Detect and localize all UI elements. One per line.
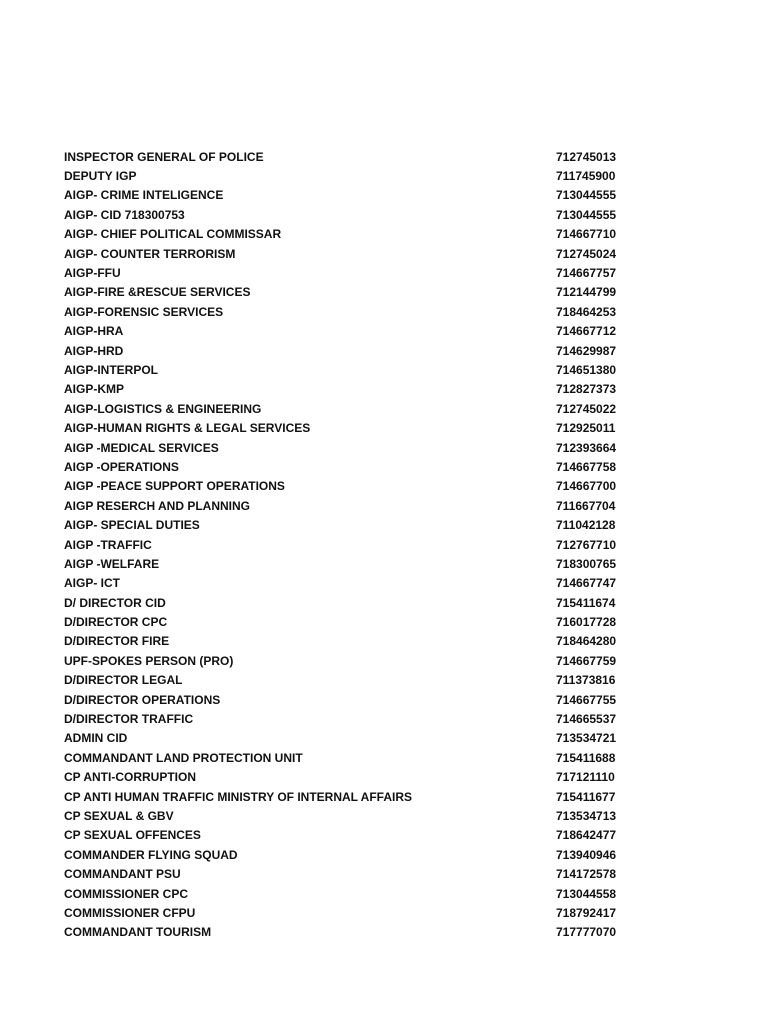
contact-title: AIGP-FIRE &RESCUE SERVICES: [64, 285, 251, 300]
table-row: [64, 671, 624, 690]
contact-phone: 714651380: [556, 362, 617, 377]
table-row: [64, 864, 624, 883]
contact-phone: 714667758: [556, 459, 617, 474]
contact-phone: 712925011: [556, 421, 616, 436]
contact-title: D/DIRECTOR TRAFFIC: [64, 712, 194, 727]
contact-phone: 717121110: [556, 770, 615, 785]
table-row: [64, 283, 624, 302]
contact-title: AIGP-FFU: [64, 266, 121, 281]
contact-title: AIGP-INTERPOL: [64, 362, 159, 377]
contact-title: COMMANDANT LAND PROTECTION UNIT: [64, 750, 303, 765]
table-row: [64, 263, 624, 282]
table-row: [64, 205, 624, 224]
table-row: [64, 477, 624, 496]
table-row: [64, 690, 624, 709]
contact-phone: 713044558: [556, 886, 617, 901]
table-row: [64, 360, 624, 379]
contact-phone: 715411688: [556, 750, 616, 765]
table-row: [64, 651, 624, 670]
contact-phone: 714665537: [556, 712, 617, 727]
contact-phone: 714629987: [556, 343, 617, 358]
contact-title: D/ DIRECTOR CID: [64, 595, 166, 610]
contact-phone: 718792417: [556, 905, 617, 920]
contact-title: AIGP-KMP: [64, 382, 124, 397]
table-row: [64, 225, 624, 244]
table-row: [64, 632, 624, 651]
contact-phone: 717777070: [556, 925, 617, 940]
contact-title: INSPECTOR GENERAL OF POLICE: [64, 149, 264, 164]
contact-phone: 712827373: [556, 382, 617, 397]
table-row: [64, 147, 624, 166]
table-row: [64, 399, 624, 418]
contact-title: AIGP -PEACE SUPPORT OPERATIONS: [64, 479, 285, 494]
table-row: [64, 787, 624, 806]
table-row: [64, 322, 624, 341]
table-row: [64, 709, 624, 728]
contact-title: AIGP RESERCH AND PLANNING: [64, 498, 251, 513]
contact-title: COMMANDER FLYING SQUAD: [64, 847, 238, 862]
contact-title: AIGP-HRD: [64, 343, 124, 358]
table-row: [64, 884, 624, 903]
contact-title: AIGP -OPERATIONS: [64, 459, 179, 474]
contact-phone: 713534721: [556, 731, 617, 746]
table-row: [64, 612, 624, 631]
table-row: [64, 438, 624, 457]
contact-title: CP SEXUAL & GBV: [64, 808, 174, 823]
contact-title: AIGP- CHIEF POLITICAL COMMISSAR: [64, 227, 282, 242]
contact-phone: 714667700: [556, 479, 617, 494]
contact-title: UPF-SPOKES PERSON (PRO): [64, 653, 234, 668]
contact-title: D/DIRECTOR LEGAL: [64, 673, 183, 688]
table-row: [64, 166, 624, 185]
table-row: [64, 574, 624, 593]
contact-phone: 712745013: [556, 149, 617, 164]
contact-title: AIGP- COUNTER TERRORISM: [64, 246, 236, 261]
contact-title: D/DIRECTOR FIRE: [64, 634, 170, 649]
contact-phone: 712745024: [556, 246, 617, 261]
contact-phone: 715411677: [556, 789, 616, 804]
contact-phone: 711042128: [556, 518, 616, 533]
table-row: [64, 768, 624, 787]
table-row: [64, 535, 624, 554]
table-row: [64, 302, 624, 321]
contact-phone: 712767710: [556, 537, 617, 552]
contact-phone: 714667710: [556, 227, 617, 242]
table-row: [64, 554, 624, 573]
contact-phone: 714667712: [556, 324, 617, 339]
contact-phone: 718642477: [556, 828, 617, 843]
contact-title: AIGP -WELFARE: [64, 556, 160, 571]
contact-phone: 714667747: [556, 576, 617, 591]
contact-title: CP ANTI HUMAN TRAFFIC MINISTRY OF INTERNAL AFFAIRS: [64, 789, 412, 804]
table-row: [64, 729, 624, 748]
contact-phone: 714667759: [556, 653, 617, 668]
contact-phone: 714667755: [556, 692, 617, 707]
contact-phone: 713940946: [556, 847, 617, 862]
contact-title: COMMISSIONER CPC: [64, 886, 189, 901]
contact-title: AIGP- CRIME INTELIGENCE: [64, 188, 224, 203]
contact-phone: 713044555: [556, 207, 617, 222]
table-row: [64, 496, 624, 515]
table-row: [64, 418, 624, 437]
table-row: [64, 186, 624, 205]
contact-title: AIGP-HRA: [64, 324, 124, 339]
contact-phone: 718464280: [556, 634, 617, 649]
contact-title: DEPUTY IGP: [64, 169, 137, 184]
table-row: [64, 806, 624, 825]
contact-title: AIGP-FORENSIC SERVICES: [64, 304, 224, 319]
table-row: [64, 923, 624, 942]
table-row: [64, 826, 624, 845]
contact-phone: 712745022: [556, 401, 617, 416]
table-row: [64, 457, 624, 476]
contact-phone: 712144799: [556, 285, 617, 300]
contact-phone: 716017728: [556, 615, 617, 630]
contact-title: CP SEXUAL OFFENCES: [64, 828, 201, 843]
contact-title: AIGP- SPECIAL DUTIES: [64, 518, 200, 533]
contact-phone: 711373816: [556, 673, 616, 688]
table-row: [64, 341, 624, 360]
contact-title: AIGP-LOGISTICS & ENGINEERING: [64, 401, 262, 416]
contact-phone: 713044555: [556, 188, 617, 203]
contact-title: D/DIRECTOR CPC: [64, 615, 168, 630]
table-row: [64, 244, 624, 263]
contact-title: CP ANTI-CORRUPTION: [64, 770, 196, 785]
contact-title: D/DIRECTOR OPERATIONS: [64, 692, 221, 707]
table-row: [64, 515, 624, 534]
contact-phone: 718300765: [556, 556, 617, 571]
contact-title: AIGP -MEDICAL SERVICES: [64, 440, 219, 455]
contact-title: COMMANDANT TOURISM: [64, 925, 212, 940]
contact-phone: 713534713: [556, 808, 617, 823]
contact-table: [64, 147, 624, 942]
table-row: [64, 845, 624, 864]
contact-title: AIGP- CID 718300753: [64, 207, 185, 222]
table-row: [64, 903, 624, 922]
contact-title: COMMANDANT PSU: [64, 867, 181, 882]
contact-title: ADMIN CID: [64, 731, 128, 746]
contact-title: COMMISSIONER CFPU: [64, 905, 196, 920]
contact-phone: 711667704: [556, 498, 616, 513]
table-row: [64, 593, 624, 612]
contact-title: AIGP-HUMAN RIGHTS & LEGAL SERVICES: [64, 421, 311, 436]
contact-phone: 712393664: [556, 440, 617, 455]
contact-phone: 711745900: [556, 169, 616, 184]
contact-phone: 714667757: [556, 266, 617, 281]
contact-phone: 718464253: [556, 304, 617, 319]
contact-phone: 714172578: [556, 867, 617, 882]
contact-title: AIGP- ICT: [64, 576, 120, 591]
table-row: [64, 380, 624, 399]
contact-title: AIGP -TRAFFIC: [64, 537, 152, 552]
table-row: [64, 748, 624, 767]
contact-phone: 715411674: [556, 595, 616, 610]
